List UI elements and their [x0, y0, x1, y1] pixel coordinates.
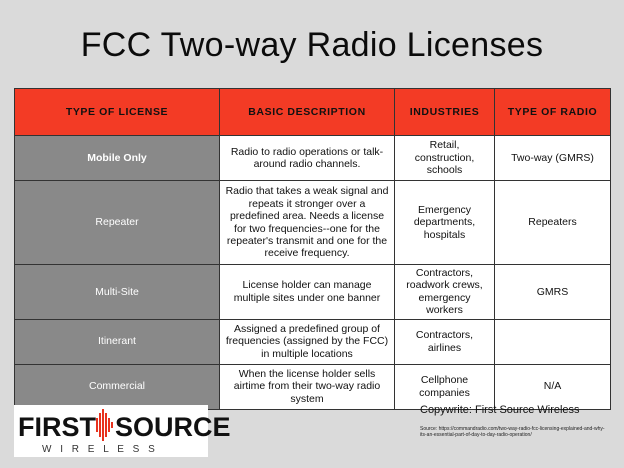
description-cell: Radio to radio operations or talk-around radio channels.	[220, 136, 395, 181]
radio-cell	[495, 319, 611, 364]
industries-cell: Retail, construction, schools	[395, 136, 495, 181]
logo-source-text: SOURCE	[115, 412, 231, 442]
table-row	[15, 181, 611, 265]
copyright-text: Copywrite: First Source Wireless	[420, 404, 580, 416]
industries-cell: Contractors, airlines	[395, 319, 495, 364]
logo-first-text: FIRST	[18, 412, 96, 442]
description-cell: License holder can manage multiple sites under one banner	[220, 265, 395, 320]
description-cell: Assigned a predefined group of frequencies (assigned by the FCC) in multiple locations	[220, 319, 395, 364]
logo-graphic	[14, 405, 231, 457]
license-type-cell: Mobile Only	[15, 136, 220, 181]
license-type-cell: Repeater	[15, 181, 220, 265]
license-table	[14, 88, 611, 410]
table-row	[15, 265, 611, 320]
source-citation: Source: https://commandradio.com/two-way-radio-fcc-licensing-explained-and-why-its-an-essential-part-of-day-to-day-radio-operation/	[420, 426, 605, 438]
table-header-row	[15, 89, 611, 136]
radio-cell: N/A	[495, 364, 611, 409]
license-type-cell: Multi-Site	[15, 265, 220, 320]
license-type-cell: Itinerant	[15, 319, 220, 364]
header-basic-description: BASIC DESCRIPTION	[220, 89, 395, 136]
logo-wireless-text: W I R E L E S S	[42, 444, 158, 455]
industries-cell: Emergency departments, hospitals	[395, 181, 495, 265]
table-row	[15, 136, 611, 181]
signal-wave-icon	[96, 409, 113, 441]
page-title: FCC Two-way Radio Licenses	[80, 26, 544, 64]
license-type-cell: Commercial	[15, 364, 220, 409]
radio-cell: Two-way (GMRS)	[495, 136, 611, 181]
industries-cell: Contractors, roadwork crews, emergency workers	[395, 265, 495, 320]
table-row	[15, 364, 611, 409]
first-source-wireless-logo	[14, 405, 231, 457]
table-row	[15, 319, 611, 364]
description-cell: Radio that takes a weak signal and repeats it stronger over a predefined area. Needs a license for two frequencies--one for the repeater's transmit and one for the receive frequency.	[220, 181, 395, 265]
header-type-of-license: TYPE OF LICENSE	[15, 89, 220, 136]
radio-cell: GMRS	[495, 265, 611, 320]
radio-cell: Repeaters	[495, 181, 611, 265]
header-type-of-radio: TYPE OF RADIO	[495, 89, 611, 136]
header-industries: INDUSTRIES	[395, 89, 495, 136]
description-cell: When the license holder sells airtime from their two-way radio system	[220, 364, 395, 409]
industries-cell: Cellphone companies	[395, 364, 495, 409]
